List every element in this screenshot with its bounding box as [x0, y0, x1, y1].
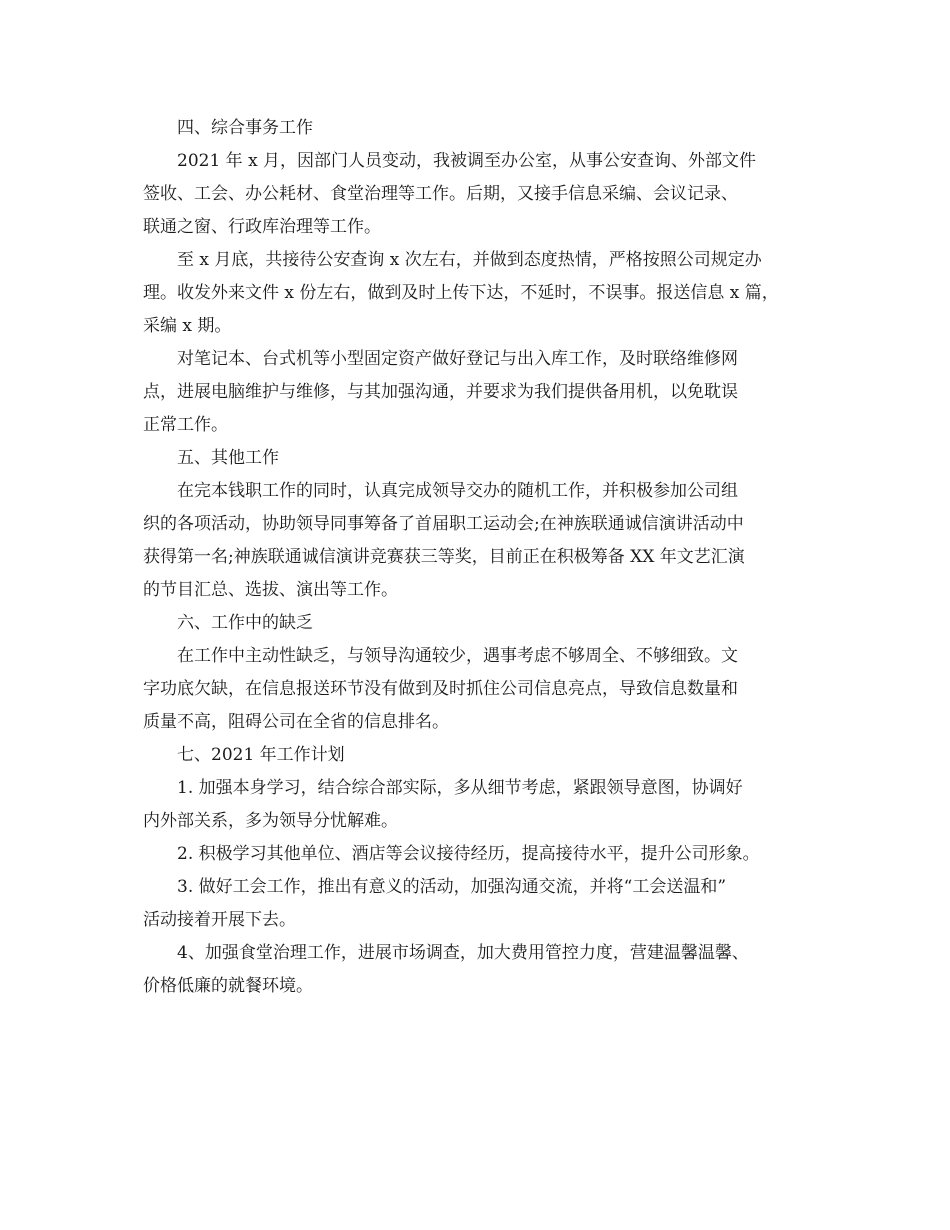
paragraph-first-line: 六、工作中的缺乏 — [177, 613, 313, 633]
paragraph-first-line: 七、2021 年工作计划 — [177, 745, 345, 765]
document-body — [143, 112, 807, 1003]
paragraph-first-line: 3. 做好工会工作，推出有意义的活动，加强沟通交流，并将“工会送温和” — [177, 877, 727, 897]
paragraph-first-line: 在完本钱职工作的同时，认真完成领导交办的随机工作，并积极参加公司组 — [177, 481, 738, 501]
paragraph-line: 点，进展电脑维护与维修，与其加强沟通，并要求为我们提供备用机，以免耽误 — [143, 382, 738, 402]
paragraph-line: 签收、工会、办公耗材、食堂治理等工作。后期，又接手信息采编、会议记录、 — [143, 184, 738, 204]
paragraph-first-line: 2. 积极学习其他单位、酒店等会议接待经历，提高接待水平，提升公司形象。 — [177, 844, 760, 864]
paragraph-line: 内外部关系，多为领导分忧解难。 — [143, 811, 398, 831]
paragraph-line: 获得第一名;神族联通诚信演讲竞赛获三等奖，目前正在积极筹备 XX 年文艺汇演 — [143, 547, 745, 567]
paragraph-line: 织的各项活动，协助领导同事筹备了首届职工运动会;在神族联通诚信演讲活动中 — [143, 514, 744, 534]
paragraph-first-line: 在工作中主动性缺乏，与领导沟通较少，遇事考虑不够周全、不够细致。文 — [177, 646, 738, 666]
paragraph-line: 理。收发外来文件 x 份左右，做到及时上传下达，不延时，不误事。报送信息 x 篇， — [143, 283, 779, 303]
paragraph-line: 活动接着开展下去。 — [143, 910, 296, 930]
paragraph-first-line: 1. 加强本身学习，结合综合部实际，多从细节考虑，紧跟领导意图，协调好 — [177, 778, 743, 798]
paragraph-first-line: 五、其他工作 — [177, 448, 279, 468]
paragraph-line: 质量不高，阻碍公司在全省的信息排名。 — [143, 712, 449, 732]
paragraph-first-line: 2021 年 x 月，因部门人员变动，我被调至办公室，从事公安查询、外部文件 — [177, 151, 757, 171]
paragraph-line: 正常工作。 — [143, 415, 228, 435]
paragraph-line: 的节目汇总、选拔、演出等工作。 — [143, 580, 398, 600]
paragraph-line: 采编 x 期。 — [143, 316, 232, 336]
paragraph-first-line: 四、综合事务工作 — [177, 118, 313, 138]
paragraph-line: 字功底欠缺，在信息报送环节没有做到及时抓住公司信息亮点，导致信息数量和 — [143, 679, 738, 699]
paragraph-line: 联通之窗、行政库治理等工作。 — [143, 217, 381, 237]
paragraph-first-line: 4、加强食堂治理工作，进展市场调查，加大费用管控力度，营建温馨温馨、 — [177, 943, 749, 963]
paragraph-line: 价格低廉的就餐环境。 — [143, 976, 313, 996]
paragraph-first-line: 对笔记本、台式机等小型固定资产做好登记与出入库工作，及时联络维修网 — [177, 349, 738, 369]
paragraph-first-line: 至 x 月底，共接待公安查询 x 次左右，并做到态度热情，严格按照公司规定办 — [177, 250, 762, 270]
